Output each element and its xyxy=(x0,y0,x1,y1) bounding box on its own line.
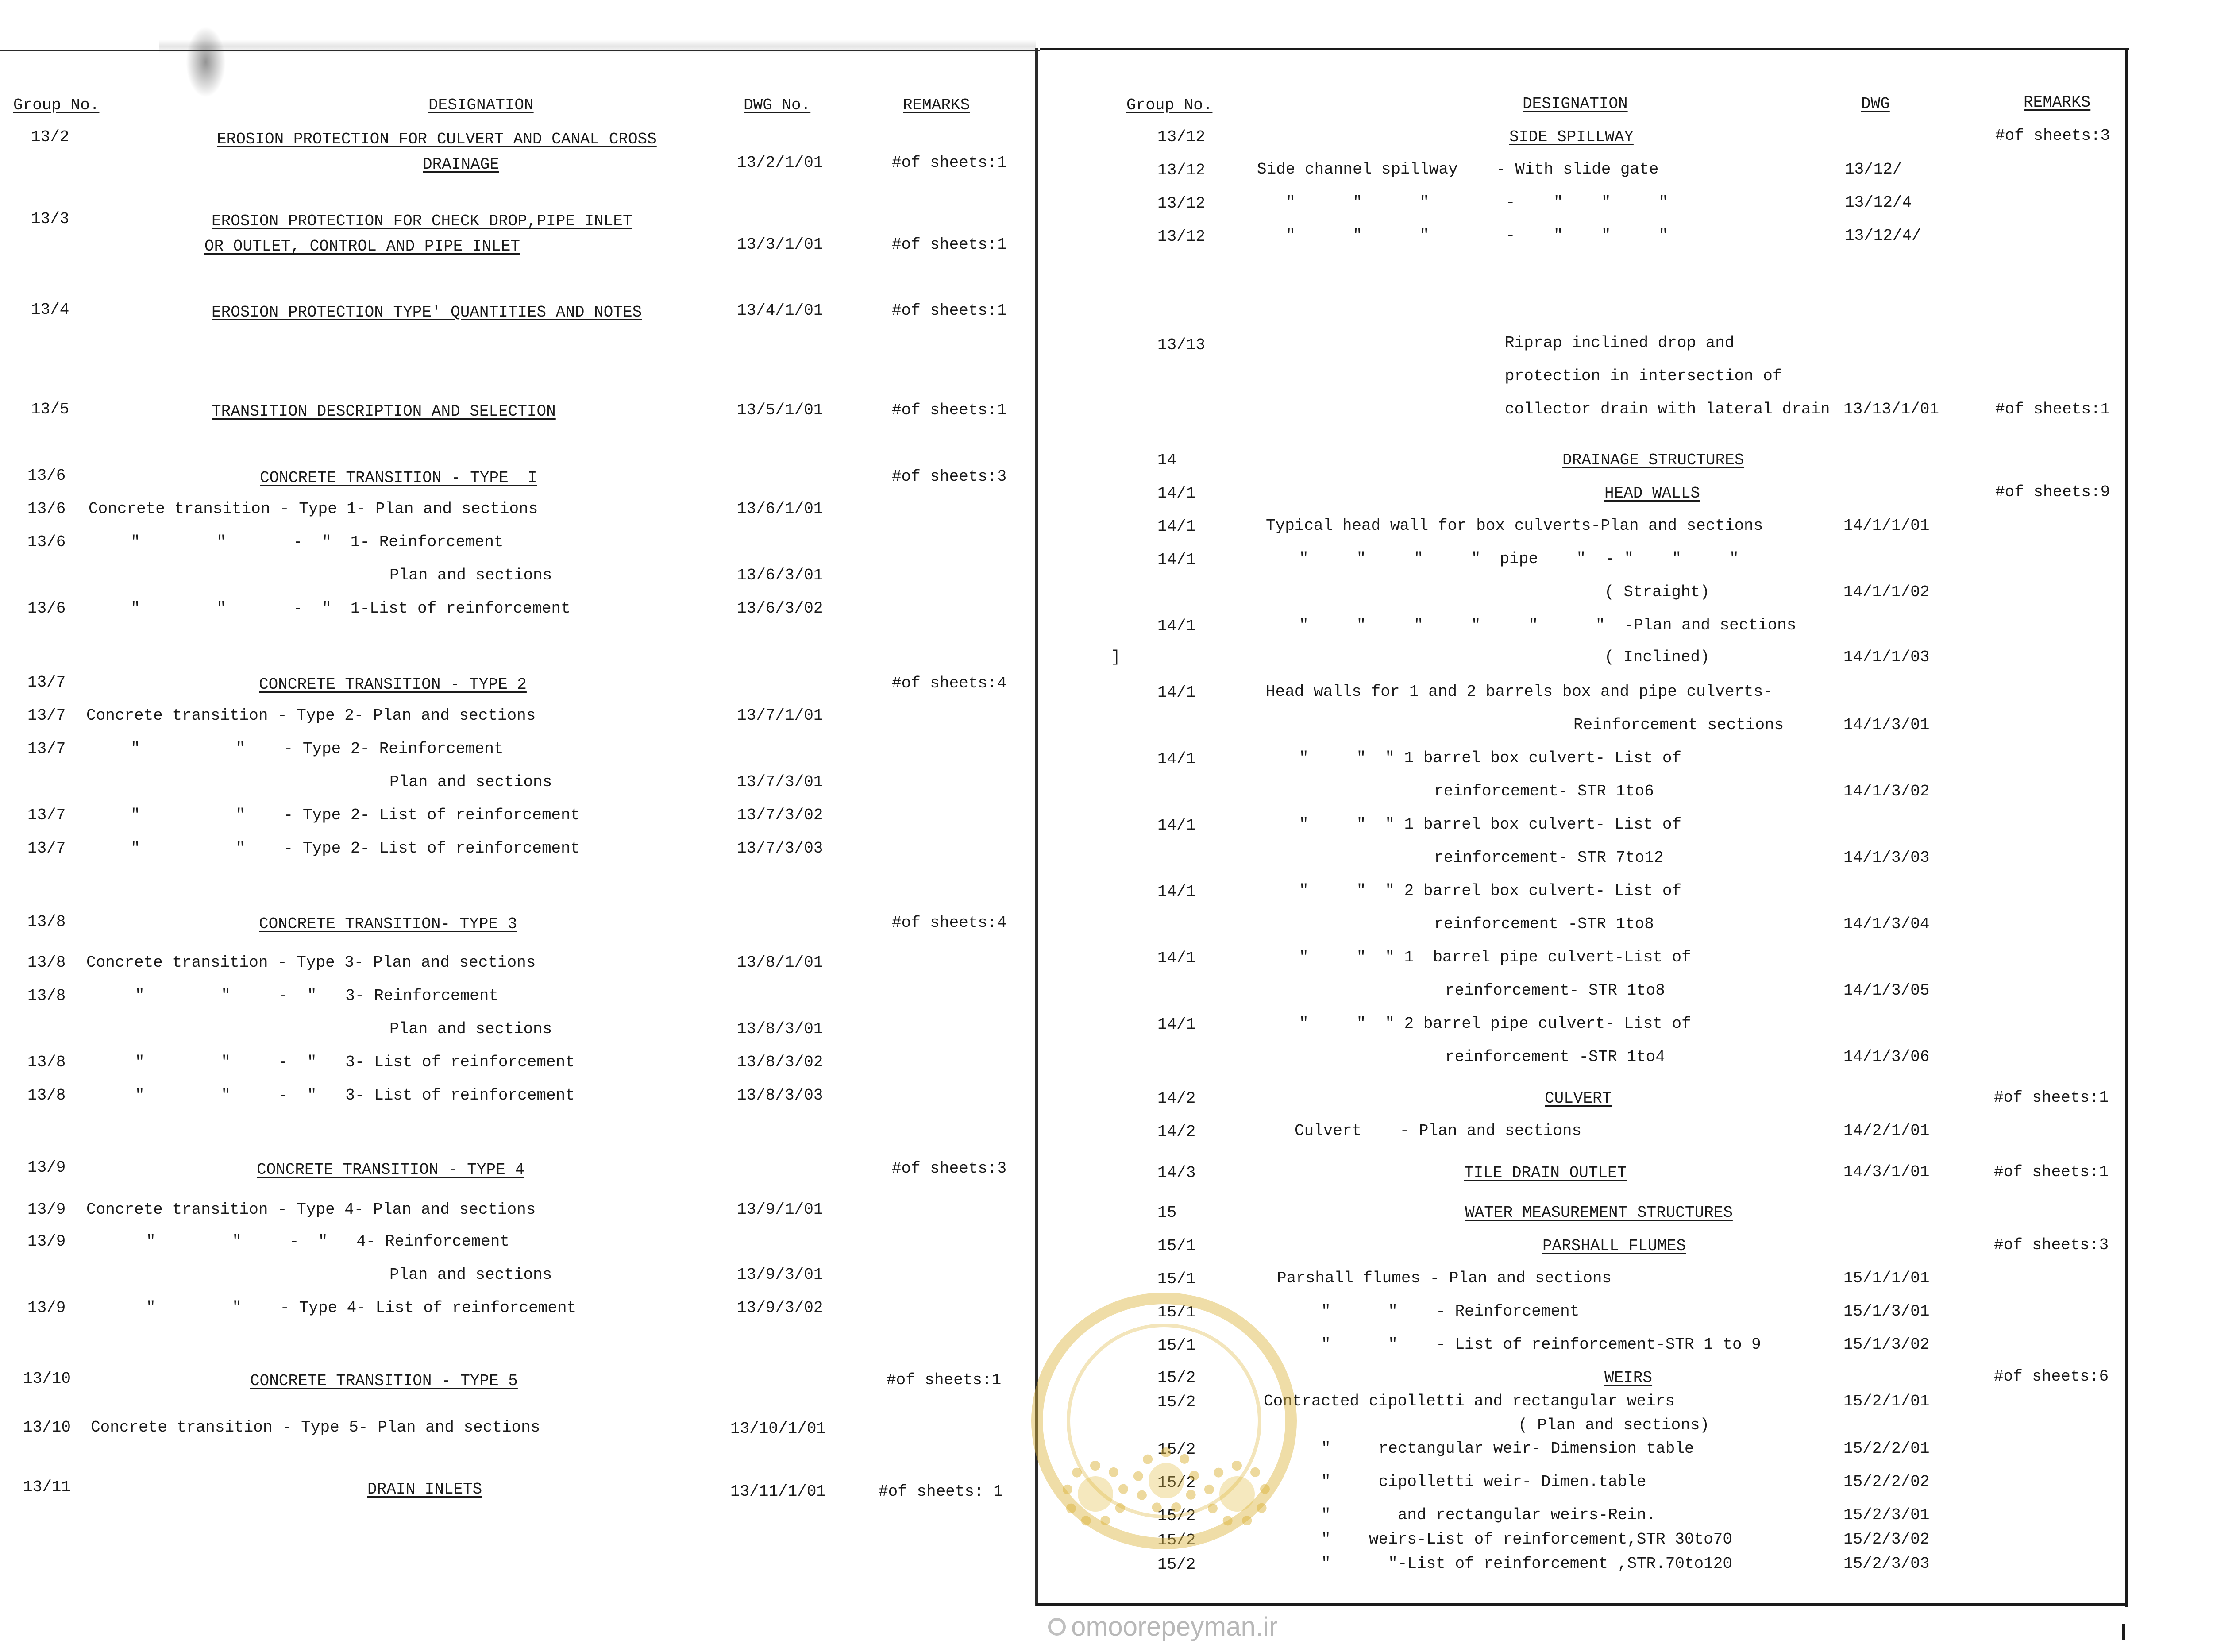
left-row-designation: " " - " 1- Reinforcement xyxy=(131,533,504,551)
left-row-heading: EROSION PROTECTION FOR CHECK DROP,PIPE INLET xyxy=(212,212,632,230)
left-row-dwg: 13/6/3/01 xyxy=(737,566,823,584)
right-row-heading: DRAINAGE STRUCTURES xyxy=(1562,451,1744,469)
right-row-heading: SIDE SPILLWAY xyxy=(1509,128,1634,146)
right-row-group: 13/12 xyxy=(1157,161,1206,179)
left-row-group: 13/6 xyxy=(27,599,66,618)
right-row-group: 14/1 xyxy=(1157,1015,1196,1034)
left-row-group: 13/8 xyxy=(27,1086,66,1104)
right-row-designation: Head walls for 1 and 2 barrels box and pipe culverts- xyxy=(1266,683,1773,701)
right-row-dwg: 15/1/1/01 xyxy=(1843,1269,1930,1287)
right-row-group: 14/1 xyxy=(1157,883,1196,901)
right-row-group: 14/1 xyxy=(1157,617,1196,635)
right-row-dwg: 14/1/3/01 xyxy=(1843,716,1930,734)
right-row-dwg: 15/1/3/02 xyxy=(1843,1335,1930,1354)
left-row-group: 13/8 xyxy=(27,987,66,1005)
right-row-heading: CULVERT xyxy=(1545,1089,1612,1108)
left-row-heading: EROSION PROTECTION TYPE' QUANTITIES AND NOTES xyxy=(212,303,642,321)
right-header-designation: DESIGNATION xyxy=(1523,95,1628,113)
left-row-remarks: #of sheets:4 xyxy=(892,674,1007,692)
right-row-designation: reinforcement -STR 1to8 xyxy=(1434,915,1654,933)
left-row-designation: Concrete transition - Type 4- Plan and sections xyxy=(86,1200,536,1219)
left-row-designation: Plan and sections xyxy=(389,566,552,584)
right-row-designation: " "-List of reinforcement ,STR.70to120 xyxy=(1321,1555,1732,1573)
left-row-dwg: 13/8/1/01 xyxy=(737,953,823,972)
left-row-remarks: #of sheets:1 xyxy=(892,301,1007,320)
right-row-designation: Contracted cipolletti and rectangular weirs xyxy=(1264,1392,1675,1410)
right-row-group: 13/12 xyxy=(1157,194,1206,212)
left-row-group: 13/3 xyxy=(31,210,69,228)
right-row-group: 14/1 xyxy=(1157,551,1196,569)
left-row-dwg: 13/7/3/01 xyxy=(737,773,823,791)
gear-hub-icon xyxy=(1078,1476,1113,1512)
right-row-designation: " " " 2 barrel box culvert- List of xyxy=(1299,882,1682,900)
right-row-designation: ( Plan and sections) xyxy=(1518,1416,1710,1434)
right-row-heading: WEIRS xyxy=(1604,1369,1653,1387)
left-row-remarks: #of sheets:1 xyxy=(892,401,1007,419)
left-header-designation: DESIGNATION xyxy=(428,96,534,114)
left-row-dwg: 13/10/1/01 xyxy=(730,1420,826,1438)
right-row-group: 15/1 xyxy=(1157,1237,1196,1255)
right-row-remarks: #of sheets:1 xyxy=(1995,400,2110,418)
right-row-heading: PARSHALL FLUMES xyxy=(1542,1237,1686,1255)
right-row-group: 13/12 xyxy=(1157,228,1206,246)
right-row-designation: Typical head wall for box culverts-Plan and sections xyxy=(1266,517,1763,535)
left-row-dwg: 13/8/3/01 xyxy=(737,1020,823,1038)
top-rule-left xyxy=(0,50,1040,51)
left-row-designation: Concrete transition - Type 5- Plan and sections xyxy=(91,1418,540,1436)
right-header-group: Group No. xyxy=(1126,96,1213,114)
left-row-group: 13/9 xyxy=(27,1200,66,1219)
right-row-designation: Parshall flumes - Plan and sections xyxy=(1277,1269,1612,1287)
right-row-group: 15/1 xyxy=(1157,1303,1196,1321)
left-row-heading: CONCRETE TRANSITION - TYPE 4 xyxy=(257,1161,524,1179)
left-row-group: 13/7 xyxy=(27,706,66,725)
right-row-remarks: #of sheets:3 xyxy=(1995,127,2110,145)
right-row-designation: " " " " " " -Plan and sections xyxy=(1299,616,1797,634)
right-row-designation: " " " - " " " xyxy=(1286,193,1669,212)
left-row-dwg: 13/5/1/01 xyxy=(737,401,823,419)
right-row-dwg: 15/2/3/03 xyxy=(1843,1555,1930,1573)
left-row-remarks: #of sheets:3 xyxy=(892,467,1007,486)
left-row-heading: CONCRETE TRANSITION - TYPE 2 xyxy=(259,675,527,694)
left-row-heading: CONCRETE TRANSITION - TYPE 5 xyxy=(250,1372,518,1390)
right-row-group: 15/2 xyxy=(1157,1507,1196,1525)
right-row-dwg: 13/12/ xyxy=(1845,160,1902,178)
right-row-designation: reinforcement- STR 1to6 xyxy=(1434,782,1654,800)
right-row-dwg: 15/1/3/01 xyxy=(1843,1302,1930,1320)
right-row-remarks: #of sheets:3 xyxy=(1994,1236,2109,1254)
left-row-group: 13/8 xyxy=(27,953,66,972)
right-row-dwg: 14/1/1/01 xyxy=(1843,517,1930,535)
left-row-designation: Concrete transition - Type 2- Plan and sections xyxy=(86,706,536,725)
left-row-group: 13/9 xyxy=(27,1232,66,1251)
left-row-designation: Plan and sections xyxy=(389,1020,552,1038)
right-row-designation: " and rectangular weirs-Rein. xyxy=(1321,1506,1656,1524)
left-row-heading: DRAIN INLETS xyxy=(367,1480,482,1498)
left-row-remarks: #of sheets:4 xyxy=(892,914,1007,932)
left-row-group: 13/9 xyxy=(27,1158,66,1177)
right-row-group: 13/13 xyxy=(1157,336,1206,354)
right-row-group: 14/2 xyxy=(1157,1089,1196,1108)
right-row-group: 15/2 xyxy=(1157,1369,1196,1387)
right-row-group: 14/1 xyxy=(1157,949,1196,967)
gear-hub-icon xyxy=(1219,1476,1255,1512)
left-row-dwg: 13/7/3/03 xyxy=(737,839,823,857)
right-row-remarks: #of sheets:6 xyxy=(1994,1367,2109,1386)
right-row-group: 15/2 xyxy=(1157,1474,1196,1492)
right-row-dwg: 15/2/1/01 xyxy=(1843,1392,1930,1410)
left-row-designation: Concrete transition - Type 3- Plan and sections xyxy=(86,953,536,972)
right-row-designation: reinforcement- STR 1to8 xyxy=(1445,981,1665,1000)
right-row-designation: protection in intersection of xyxy=(1505,367,1782,385)
right-row-designation: Reinforcement sections xyxy=(1573,716,1784,734)
left-row-heading: CONCRETE TRANSITION- TYPE 3 xyxy=(259,915,517,933)
right-row-group: 14 xyxy=(1157,451,1177,469)
right-header-dwg: DWG xyxy=(1861,95,1890,113)
left-row-designation: " " - Type 4- List of reinforcement xyxy=(146,1299,577,1317)
right-row-designation: reinforcement- STR 7to12 xyxy=(1434,849,1664,867)
right-row-dwg: 14/1/3/06 xyxy=(1843,1048,1930,1066)
left-header-remarks: REMARKS xyxy=(903,96,970,114)
right-row-designation: reinforcement -STR 1to4 xyxy=(1445,1048,1665,1066)
right-row-dwg: 13/12/4/ xyxy=(1845,227,1921,245)
left-row-designation: Plan and sections xyxy=(389,1266,552,1284)
column-divider xyxy=(1035,48,1038,1606)
left-row-designation: " " - " 3- Reinforcement xyxy=(135,987,498,1005)
right-row-dwg: 14/1/3/03 xyxy=(1843,849,1930,867)
left-row-heading: CONCRETE TRANSITION - TYPE I xyxy=(260,469,537,487)
left-row-group: 13/2 xyxy=(31,128,69,146)
right-row-group: 15/1 xyxy=(1157,1336,1196,1355)
right-row-designation: " " - Reinforcement xyxy=(1321,1302,1580,1320)
right-row-remarks: #of sheets:1 xyxy=(1994,1088,2109,1107)
right-row-designation: ( Inclined) xyxy=(1604,648,1710,666)
left-row-dwg: 13/9/3/01 xyxy=(737,1266,823,1284)
right-row-designation: Riprap inclined drop and xyxy=(1505,334,1735,352)
left-row-dwg: 13/9/3/02 xyxy=(737,1299,823,1317)
frame-top-border xyxy=(1040,48,2129,50)
right-row-dwg: 14/1/1/03 xyxy=(1843,648,1930,666)
left-row-group: 13/5 xyxy=(31,400,69,418)
left-row-group: 13/7 xyxy=(27,806,66,824)
right-row-group: 15 xyxy=(1157,1204,1177,1222)
right-row-dwg: 15/2/2/02 xyxy=(1843,1473,1930,1491)
right-row-group: 14/2 xyxy=(1157,1123,1196,1141)
left-row-group: 13/8 xyxy=(27,913,66,931)
left-row-heading: TRANSITION DESCRIPTION AND SELECTION xyxy=(212,402,556,421)
left-row-designation: " " - " 3- List of reinforcement xyxy=(135,1053,575,1071)
right-row-designation: " " " 2 barrel pipe culvert- List of xyxy=(1299,1015,1691,1033)
right-row-group: 14/1 xyxy=(1157,750,1196,768)
left-row-dwg: 13/7/1/01 xyxy=(737,706,823,725)
left-row-heading: DRAINAGE xyxy=(423,155,499,174)
corner-mark xyxy=(2122,1624,2125,1640)
left-row-remarks: #of sheets:1 xyxy=(887,1371,1002,1389)
left-row-dwg: 13/3/1/01 xyxy=(737,235,823,254)
left-row-designation: " " - " 1-List of reinforcement xyxy=(131,599,571,618)
right-row-group: 15/2 xyxy=(1157,1393,1196,1411)
left-row-designation: " " - " 4- Reinforcement xyxy=(146,1232,509,1251)
left-row-group: 13/6 xyxy=(27,500,66,518)
left-row-heading: EROSION PROTECTION FOR CULVERT AND CANAL CROSS xyxy=(217,130,657,148)
right-row-designation: " " " - " " " xyxy=(1286,227,1669,245)
left-row-dwg: 13/6/1/01 xyxy=(737,500,823,518)
left-row-group: 13/10 xyxy=(23,1418,71,1436)
right-row-group: 15/2 xyxy=(1157,1556,1196,1574)
frame-bottom-border xyxy=(1036,1603,2128,1606)
left-row-dwg: 13/4/1/01 xyxy=(737,301,823,320)
right-row-group: 13/12 xyxy=(1157,128,1206,146)
left-row-designation: Concrete transition - Type 1- Plan and sections xyxy=(89,500,538,518)
right-row-dwg: 13/12/4 xyxy=(1845,193,1912,212)
left-row-group: 13/9 xyxy=(27,1299,66,1317)
left-row-dwg: 13/8/3/03 xyxy=(737,1086,823,1104)
right-row-group: 14/1 xyxy=(1157,683,1196,702)
left-row-group: 13/7 xyxy=(27,740,66,758)
right-row-dwg: 14/1/3/05 xyxy=(1843,981,1930,1000)
right-row-designation: Side channel spillway - With slide gate xyxy=(1257,160,1659,178)
right-row-designation: " " " " pipe " - " " " xyxy=(1299,550,1739,568)
right-header-remarks: REMARKS xyxy=(2024,93,2091,112)
left-row-group: 13/11 xyxy=(23,1478,71,1496)
right-row-group: 14/1 xyxy=(1157,484,1196,502)
left-row-designation: " " - Type 2- List of reinforcement xyxy=(131,806,580,824)
left-row-dwg: 13/2/1/01 xyxy=(737,154,823,172)
right-row-designation: " " " 1 barrel box culvert- List of xyxy=(1299,749,1682,767)
right-row-heading: TILE DRAIN OUTLET xyxy=(1464,1164,1627,1182)
watermark-logo-icon xyxy=(1048,1618,1066,1636)
left-row-remarks: #of sheets:1 xyxy=(892,235,1007,254)
right-row-group: 15/2 xyxy=(1157,1531,1196,1549)
scan-smudge xyxy=(186,27,226,97)
left-header-dwg: DWG No. xyxy=(744,96,811,114)
right-row-designation: ( Straight) xyxy=(1604,583,1710,601)
watermark-text: omoorepeyman.ir xyxy=(1071,1612,1278,1641)
right-row-heading: HEAD WALLS xyxy=(1604,484,1700,502)
left-row-dwg: 13/7/3/02 xyxy=(737,806,823,824)
right-row-designation: Culvert - Plan and sections xyxy=(1295,1122,1582,1140)
right-row-group: 14/3 xyxy=(1157,1164,1196,1182)
right-row-designation: " cipolletti weir- Dimen.table xyxy=(1321,1473,1646,1491)
right-row-designation: " " - List of reinforcement-STR 1 to 9 xyxy=(1321,1335,1761,1354)
right-row-group: 15/1 xyxy=(1157,1270,1196,1288)
left-row-group: 13/10 xyxy=(23,1370,71,1388)
left-row-heading: OR OUTLET, CONTROL AND PIPE INLET xyxy=(204,237,520,255)
right-row-heading: WATER MEASUREMENT STRUCTURES xyxy=(1465,1204,1733,1222)
left-row-designation: " " - Type 2- Reinforcement xyxy=(131,740,504,758)
right-row-designation: collector drain with lateral drain xyxy=(1505,400,1830,418)
right-row-remarks: #of sheets:1 xyxy=(1994,1163,2109,1181)
right-row-group: 15/2 xyxy=(1157,1440,1196,1459)
right-row-dwg: 13/13/1/01 xyxy=(1843,400,1939,418)
left-row-group: 13/7 xyxy=(27,673,66,691)
right-row-dwg: 15/2/3/01 xyxy=(1843,1506,1930,1524)
left-row-group: 13/6 xyxy=(27,467,66,485)
gear-hub-icon xyxy=(1149,1463,1184,1498)
left-row-dwg: 13/11/1/01 xyxy=(730,1482,826,1501)
left-row-dwg: 13/9/1/01 xyxy=(737,1200,823,1219)
right-row-designation: " " " 1 barrel pipe culvert-List of xyxy=(1299,948,1691,966)
right-row-dwg: 14/2/1/01 xyxy=(1843,1122,1930,1140)
left-row-remarks: #of sheets:1 xyxy=(892,154,1007,172)
left-row-group: 13/6 xyxy=(27,533,66,551)
right-row-dwg: 14/1/3/04 xyxy=(1843,915,1930,933)
left-row-designation: " " - " 3- List of reinforcement xyxy=(135,1086,575,1104)
left-row-group: 13/4 xyxy=(31,301,69,319)
left-row-remarks: #of sheets:3 xyxy=(892,1159,1007,1177)
right-row-dwg: 14/1/1/02 xyxy=(1843,583,1930,601)
left-header-group: Group No. xyxy=(13,96,100,114)
right-row-designation: " rectangular weir- Dimension table xyxy=(1321,1440,1694,1458)
left-row-remarks: #of sheets: 1 xyxy=(879,1482,1003,1501)
right-row-dwg: 14/1/3/02 xyxy=(1843,782,1930,800)
left-row-designation: Plan and sections xyxy=(389,773,552,791)
left-row-group: 13/7 xyxy=(27,839,66,857)
right-row-dwg: 15/2/3/02 xyxy=(1843,1530,1930,1548)
right-row-dwg: 14/3/1/01 xyxy=(1843,1163,1930,1181)
frame-right-border xyxy=(2125,48,2128,1607)
left-row-dwg: 13/6/3/02 xyxy=(737,599,823,618)
right-row-designation: " weirs-List of reinforcement,STR 30to70 xyxy=(1321,1530,1732,1548)
right-row-remarks: #of sheets:9 xyxy=(1995,483,2110,501)
right-row-group: 14/1 xyxy=(1157,517,1196,536)
left-row-dwg: 13/8/3/02 xyxy=(737,1053,823,1071)
stray-bracket: ] xyxy=(1111,648,1121,666)
right-row-group: 14/1 xyxy=(1157,816,1196,834)
right-row-designation: " " " 1 barrel box culvert- List of xyxy=(1299,815,1682,834)
right-row-dwg: 15/2/2/01 xyxy=(1843,1440,1930,1458)
left-row-group: 13/8 xyxy=(27,1053,66,1071)
left-row-designation: " " - Type 2- List of reinforcement xyxy=(131,839,580,857)
